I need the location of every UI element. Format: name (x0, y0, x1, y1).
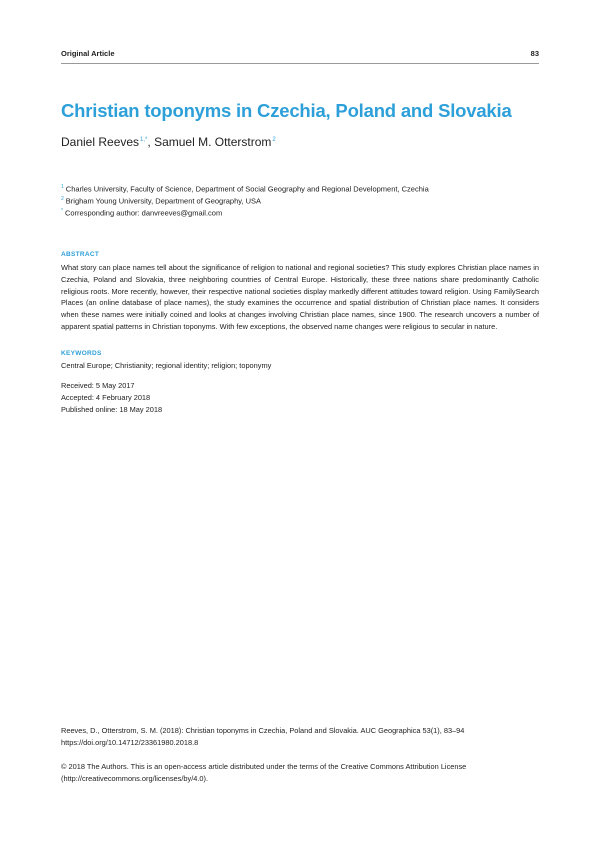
doi-link[interactable]: https://doi.org/10.14712/23361980.2018.8 (61, 738, 199, 747)
citation-text: Reeves, D., Otterstrom, S. M. (2018): Christian toponyms in Czechia, Poland and Slovakia. AUC Geographica 53(1), 83–94 (61, 726, 465, 735)
author-name: Samuel M. Otterstrom (154, 135, 272, 149)
license-url[interactable]: (http://creativecommons.org/licenses/by/4.0). (61, 774, 209, 783)
affiliation-text: Charles University, Faculty of Science, Department of Social Geography and Regional Development, Czechia (65, 184, 429, 194)
affiliation-item (61, 196, 261, 206)
published-date: Published online: 18 May 2018 (61, 405, 163, 414)
author-separator: , (147, 135, 155, 149)
license-text: © 2018 The Authors. This is an open-access article distributed under the terms of the Creative Commons Attribution License (61, 762, 467, 771)
keywords-heading: KEYWORDS (61, 350, 102, 357)
affiliation-mark: * (61, 208, 63, 214)
affiliation-item (61, 184, 429, 194)
author-affiliation-mark: 2 (272, 137, 276, 143)
abstract-heading: ABSTRACT (61, 251, 100, 258)
keywords-text: Central Europe; Christianity; regional identity; religion; toponymy (61, 361, 272, 370)
received-date: Received: 5 May 2017 (61, 381, 135, 390)
accepted-date: Accepted: 4 February 2018 (61, 393, 151, 402)
author-name: Daniel Reeves (61, 135, 140, 149)
affiliation-mark: 2 (61, 196, 64, 202)
affiliation-item (61, 208, 222, 218)
affiliation-text: Brigham Young University, Department of Geography, USA (65, 196, 262, 206)
author-list (61, 135, 276, 149)
section-label: Original Article (61, 49, 115, 58)
article-title: Christian toponyms in Czechia, Poland and Slovakia (61, 100, 512, 121)
header-rule (61, 63, 539, 64)
affiliation-text: Corresponding author: danvreeves@gmail.com (64, 208, 223, 218)
author-affiliation-mark: 1,* (140, 137, 148, 143)
page-number: 83 (530, 49, 539, 58)
abstract-text: What story can place names tell about the significance of religion to national and regional societies? This study explores Christian place names in Czechia, Poland and Slovakia, three neighboring countries of Central Europe. Historically, these three nations share predominantly Catholic religious roots. More recently, however, their respective national societies display markedly different attitudes toward religion. Using FamilySearch Places (an online database of place names), the study examines the occurrence and spatial distribution of Christian place names. It considers when these names were initially coined and looks at changes involving Christian place names, since 1900. The research uncovers a number of apparent spatial patterns in Christian toponyms. With few exceptions, the observed name changes were religious to secular in nature. (61, 263, 539, 331)
affiliation-mark: 1 (61, 184, 64, 190)
